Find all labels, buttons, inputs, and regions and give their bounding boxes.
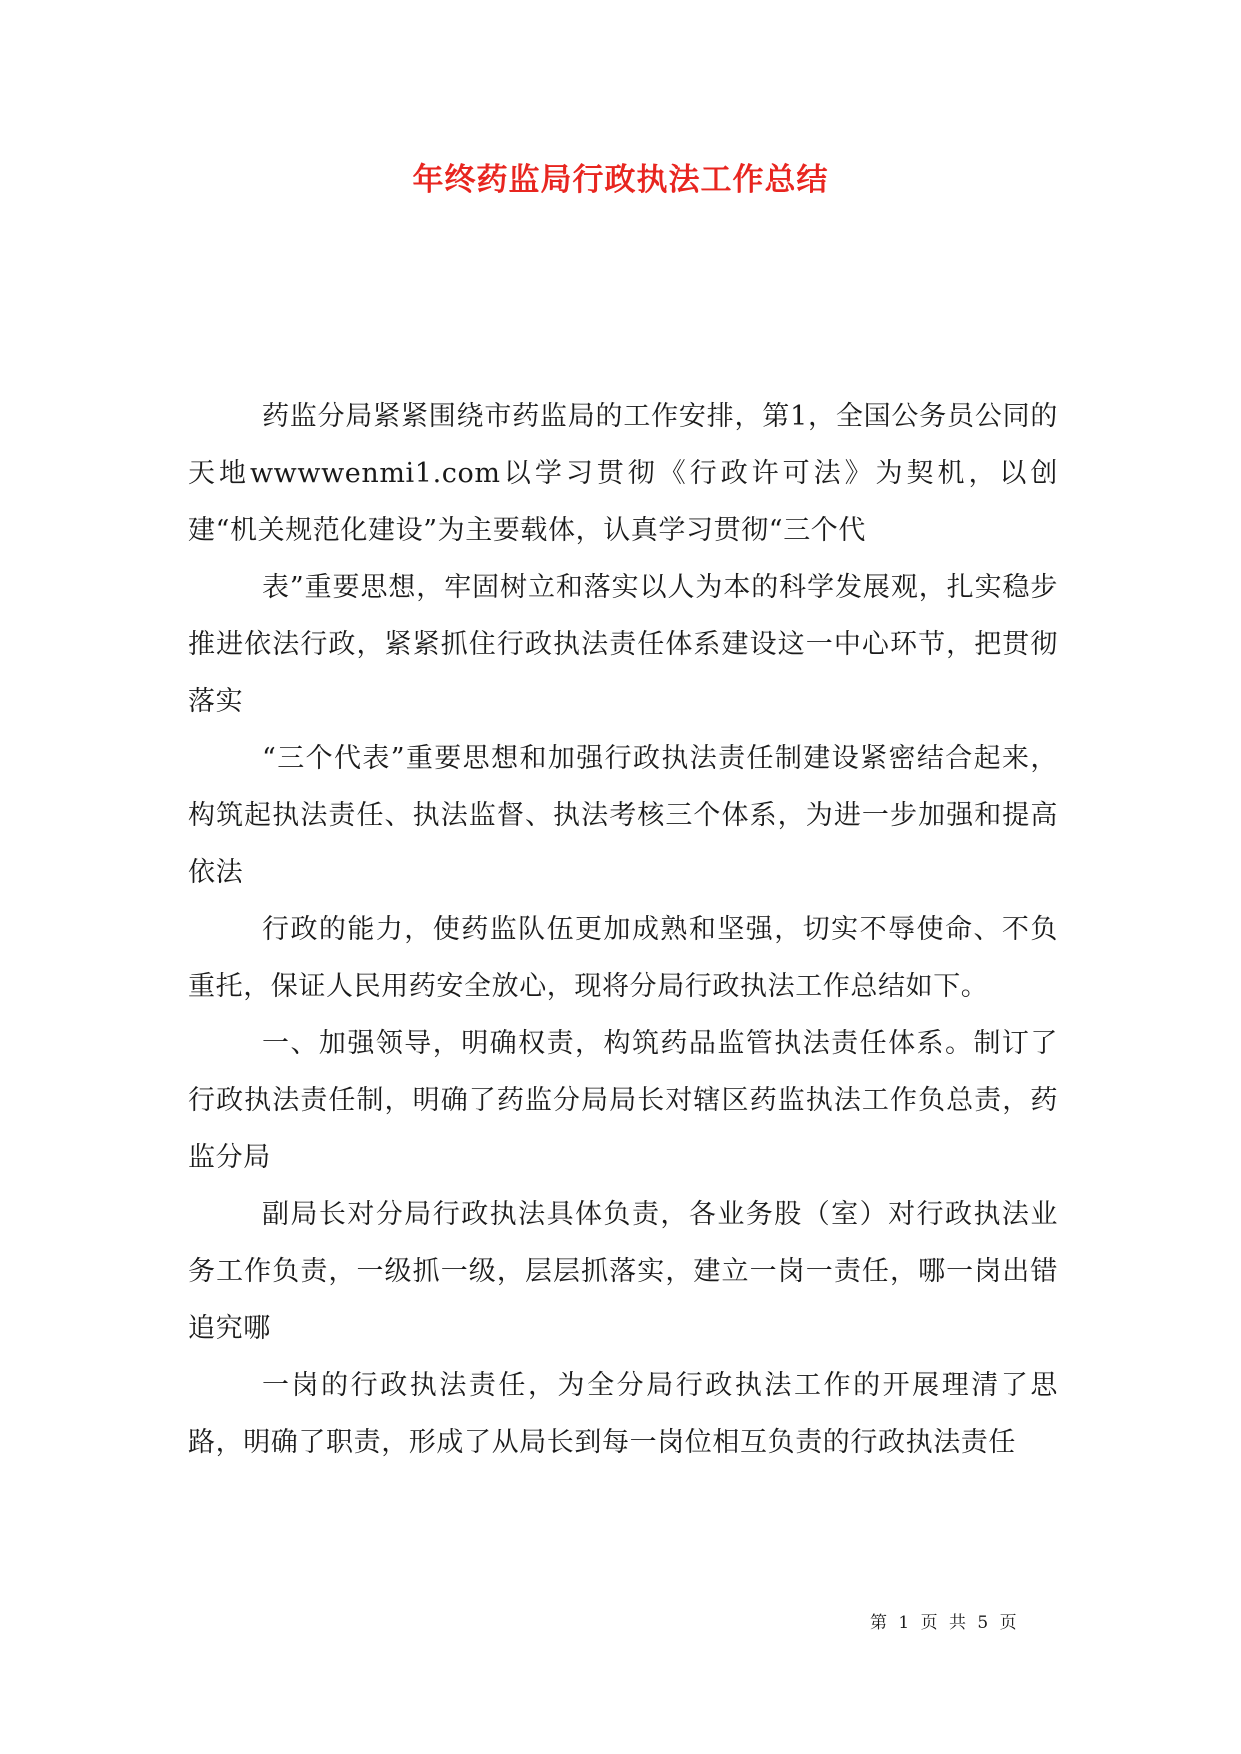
paragraph: 行政的能力，使药监队伍更加成熟和坚强，切实不辱使命、不负重托，保证人民用药安全放心，现将分局行政执法工作总结如下。 xyxy=(188,914,1058,1002)
paragraph: 一岗的行政执法责任，为全分局行政执法工作的开展理清了思路，明确了职责，形成了从局长到每一岗位相互负责的行政执法责任 xyxy=(188,1370,1058,1458)
paragraph: 一、加强领导，明确权责，构筑药品监管执法责任体系。制订了行政执法责任制，明确了药监分局局长对辖区药监执法工作负总责，药监分局 xyxy=(188,1028,1058,1173)
paragraph: 表”重要思想，牢固树立和落实以人为本的科学发展观，扎实稳步推进依法行政，紧紧抓住行政执法责任体系建设这一中心环节，把贯彻落实 xyxy=(188,572,1058,717)
document-title: 年终药监局行政执法工作总结 xyxy=(412,162,829,198)
paragraph: 药监分局紧紧围绕市药监局的工作安排，第1，全国公务员公同的天地wwwwenmi1.com以学习贯彻《行政许可法》为契机，以创建“机关规范化建设”为主要载体，认真学习贯彻“三个代 xyxy=(188,401,1058,546)
paragraph: 副局长对分局行政执法具体负责，各业务股（室）对行政执法业务工作负责，一级抓一级，层层抓落实，建立一岗一责任，哪一岗出错追究哪 xyxy=(188,1199,1058,1344)
page-number-footer: 第 1 页 共 5 页 xyxy=(870,1613,1020,1633)
document-body xyxy=(188,388,1058,1471)
paragraph: “三个代表”重要思想和加强行政执法责任制建设紧密结合起来，构筑起执法责任、执法监督、执法考核三个体系，为进一步加强和提高依法 xyxy=(188,743,1058,888)
